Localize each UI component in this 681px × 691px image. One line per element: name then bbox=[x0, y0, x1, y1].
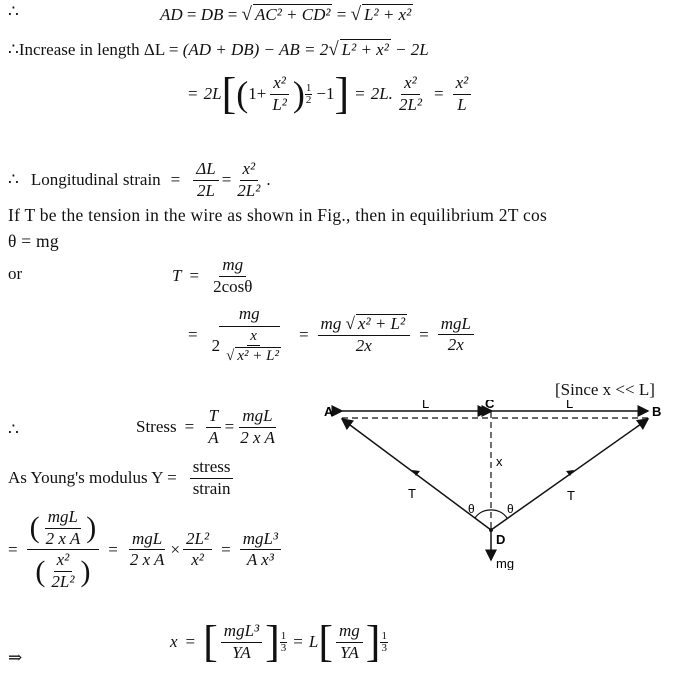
numerator bbox=[318, 314, 411, 336]
exp-den: 2 bbox=[305, 93, 312, 106]
sqrt-term: L² + x² bbox=[341, 40, 389, 59]
youngs-modulus-line bbox=[8, 458, 236, 498]
label-theta-left: θ bbox=[468, 502, 475, 516]
numerator: x² bbox=[240, 160, 259, 181]
radical-sign: √ bbox=[226, 348, 235, 365]
minus-one: −1 bbox=[316, 84, 335, 103]
compound-fraction bbox=[27, 508, 100, 592]
mgl-over-2x bbox=[438, 315, 474, 355]
label-l-right: L bbox=[566, 400, 574, 411]
exp-num: 1 bbox=[381, 629, 387, 642]
x2-over-l bbox=[453, 74, 472, 114]
implies-symbol: ⇒ bbox=[8, 648, 23, 667]
x2-over-2l2 bbox=[234, 160, 263, 200]
times: × bbox=[170, 539, 181, 559]
denominator: 2 x A bbox=[129, 550, 165, 570]
term-db: DB bbox=[200, 5, 224, 24]
numerator: mgL bbox=[129, 530, 165, 551]
mgl3-over-ax3 bbox=[240, 530, 281, 570]
label-mg: mg bbox=[496, 556, 515, 570]
denominator: 2L² bbox=[237, 180, 261, 200]
tension-equation bbox=[172, 256, 258, 296]
left-bracket: [ bbox=[221, 69, 237, 118]
therefore-symbol: ∴ bbox=[8, 170, 19, 190]
denominator: 2x bbox=[447, 335, 464, 355]
increase-label: ∴Increase in length ΔL bbox=[8, 40, 165, 59]
equals: = bbox=[168, 40, 179, 59]
stress-over-strain bbox=[190, 458, 234, 498]
theta-arc-left bbox=[475, 510, 491, 518]
equals: = bbox=[355, 84, 365, 103]
right-paren: ) bbox=[80, 554, 91, 588]
sqrt-ac-cd: AC² + CD² bbox=[254, 5, 331, 24]
equals: = bbox=[227, 5, 238, 24]
denominator: 2 x A bbox=[240, 427, 275, 447]
denominator: L² bbox=[272, 94, 287, 114]
therefore-symbol: ∴ bbox=[8, 2, 19, 21]
label-b: B bbox=[652, 404, 662, 419]
mgl-over-2xa bbox=[127, 530, 168, 570]
mgl-over-2xa bbox=[43, 508, 84, 548]
right-paren: ) bbox=[292, 74, 305, 114]
lead-2l: 2L bbox=[203, 84, 222, 103]
right-bracket: ] bbox=[334, 69, 350, 118]
equals: = bbox=[8, 539, 18, 559]
delta-l-over-2l bbox=[193, 160, 218, 200]
denominator bbox=[209, 327, 290, 365]
youngs-label: As Young's modulus Y = bbox=[8, 468, 177, 488]
denominator: 3 bbox=[381, 641, 387, 654]
tension-t: T bbox=[172, 266, 182, 286]
numerator: mgL bbox=[45, 508, 81, 529]
denominator: 2L² bbox=[398, 94, 422, 114]
numerator: x² bbox=[270, 74, 289, 95]
denominator: YA bbox=[340, 642, 359, 662]
mg-over-2cos bbox=[210, 256, 255, 296]
left-bracket: [ bbox=[203, 617, 218, 666]
label-d: D bbox=[496, 532, 506, 547]
numerator: mg bbox=[219, 256, 246, 277]
period: . bbox=[266, 170, 271, 190]
exponent-half bbox=[305, 83, 313, 106]
left-paren: ( bbox=[236, 74, 249, 114]
numerator bbox=[27, 508, 100, 550]
denominator: 2L bbox=[197, 180, 215, 200]
numerator: mg bbox=[219, 305, 280, 327]
sqrt-term: x² + L² bbox=[357, 314, 406, 334]
equation-ad-db bbox=[160, 4, 413, 26]
stress-equation bbox=[136, 407, 281, 447]
mg-sqrt-over-2x bbox=[318, 314, 411, 355]
x2-over-2l2 bbox=[48, 551, 77, 591]
numerator: T bbox=[206, 407, 221, 428]
numerator: x bbox=[247, 328, 260, 347]
denominator: L bbox=[457, 94, 467, 114]
numerator: x² bbox=[54, 551, 73, 572]
equals: = bbox=[221, 170, 232, 190]
mgl-over-2xa bbox=[237, 407, 278, 447]
left-paren: ( bbox=[35, 554, 46, 588]
equals: = bbox=[188, 324, 198, 344]
denominator: 2 x A bbox=[45, 528, 81, 548]
numerator: x² bbox=[453, 74, 472, 95]
numerator: mgL³ bbox=[240, 530, 281, 551]
longitudinal-strain-line bbox=[8, 160, 271, 200]
label-theta-right: θ bbox=[507, 502, 514, 516]
denominator: A bbox=[208, 427, 219, 447]
x2-over-2l2 bbox=[396, 74, 425, 114]
label-t-left: T bbox=[408, 486, 416, 501]
equals: = bbox=[293, 632, 303, 651]
equals: = bbox=[188, 84, 198, 103]
den-lead: 2 bbox=[211, 335, 221, 355]
numerator: ΔL bbox=[193, 160, 218, 181]
mg: mg bbox=[320, 314, 342, 334]
exponent-third bbox=[280, 631, 288, 654]
right-bracket: ] bbox=[265, 617, 280, 666]
equals: = bbox=[298, 324, 309, 344]
increase-rhs: (AD + DB) − AB = 2 bbox=[182, 40, 329, 59]
exp-num: 1 bbox=[305, 81, 312, 94]
mg-over-2-x-over-sqrt bbox=[209, 305, 290, 365]
mgl3-over-ya bbox=[221, 622, 262, 662]
radical-sign: √ bbox=[241, 4, 252, 25]
numerator: mgL bbox=[438, 315, 474, 336]
numerator: mgL bbox=[239, 407, 275, 428]
youngs-derivation bbox=[8, 508, 284, 592]
strain-label: Longitudinal strain bbox=[30, 170, 161, 190]
tension-paragraph-line1: If T be the tension in the wire as shown in Fig., then in equilibrium 2T cos bbox=[8, 205, 548, 225]
equals: = bbox=[186, 5, 197, 24]
term-ad: AD bbox=[160, 5, 183, 24]
mg-over-ya bbox=[336, 622, 363, 662]
exp-num: 1 bbox=[280, 629, 287, 642]
equals: = bbox=[189, 266, 200, 286]
numerator: stress bbox=[190, 458, 234, 479]
equals: = bbox=[108, 539, 118, 559]
stress-label: Stress bbox=[136, 417, 177, 437]
final-equation bbox=[170, 617, 388, 666]
point-d bbox=[489, 528, 493, 532]
right-paren: ) bbox=[86, 511, 97, 545]
label-a: A bbox=[324, 404, 334, 419]
label-t-right: T bbox=[567, 488, 575, 503]
equals: = bbox=[434, 84, 444, 103]
label-c: C bbox=[485, 400, 495, 411]
equals: = bbox=[224, 417, 235, 437]
mid-2l: 2L. bbox=[370, 84, 393, 103]
t-over-a bbox=[205, 407, 221, 447]
increase-in-length-line bbox=[8, 39, 429, 61]
2l2-over-x2 bbox=[183, 530, 212, 570]
l-var: L bbox=[308, 632, 319, 651]
denominator bbox=[223, 346, 284, 365]
expansion-line bbox=[188, 69, 474, 118]
numerator: mgL³ bbox=[221, 622, 262, 643]
equals: = bbox=[336, 5, 347, 24]
numerator: mg bbox=[336, 622, 363, 643]
therefore-symbol: ∴ bbox=[8, 420, 19, 439]
denominator: 2cosθ bbox=[213, 276, 253, 296]
x2-over-l2 bbox=[269, 74, 290, 114]
or-label: or bbox=[8, 264, 23, 283]
label-l-left: L bbox=[422, 400, 430, 411]
left-bracket: [ bbox=[318, 617, 333, 666]
denominator: 2x bbox=[355, 335, 372, 355]
radical-sign: √ bbox=[350, 4, 362, 25]
radical-sign: √ bbox=[345, 314, 355, 334]
exp-den: 3 bbox=[280, 641, 287, 654]
x-over-sqrt bbox=[223, 328, 284, 365]
equals: = bbox=[419, 324, 429, 344]
radical-sign: √ bbox=[328, 39, 339, 60]
increase-tail: − 2L bbox=[395, 40, 429, 59]
sqrt-l-x: L² + x² bbox=[364, 5, 412, 24]
label-x: x bbox=[496, 454, 503, 469]
one-plus: 1+ bbox=[248, 84, 267, 103]
since-note: [Since x << L] bbox=[555, 380, 655, 399]
tension-arrow-left bbox=[412, 470, 420, 476]
equals: = bbox=[221, 539, 231, 559]
equals: = bbox=[170, 170, 181, 190]
left-paren: ( bbox=[29, 511, 40, 545]
sqrt-term: x² + L² bbox=[237, 348, 279, 365]
denominator: 2L² bbox=[51, 572, 75, 592]
right-bracket: ] bbox=[365, 617, 381, 666]
denominator: x² bbox=[191, 550, 204, 570]
denominator bbox=[32, 550, 93, 591]
equals: = bbox=[184, 417, 195, 437]
tension-paragraph-line2: θ = mg bbox=[8, 231, 59, 251]
equals: = bbox=[185, 632, 196, 651]
theta-arc-right bbox=[491, 510, 507, 518]
numerator: x² bbox=[401, 74, 420, 95]
wire-tension-diagram bbox=[320, 400, 681, 570]
exponent-third bbox=[380, 631, 388, 654]
numerator: 2L² bbox=[183, 530, 212, 551]
tension-simplification bbox=[188, 305, 477, 365]
denominator: A x³ bbox=[246, 550, 274, 570]
denominator: strain bbox=[192, 478, 231, 498]
x-var: x bbox=[170, 632, 178, 651]
denominator: YA bbox=[232, 642, 251, 662]
